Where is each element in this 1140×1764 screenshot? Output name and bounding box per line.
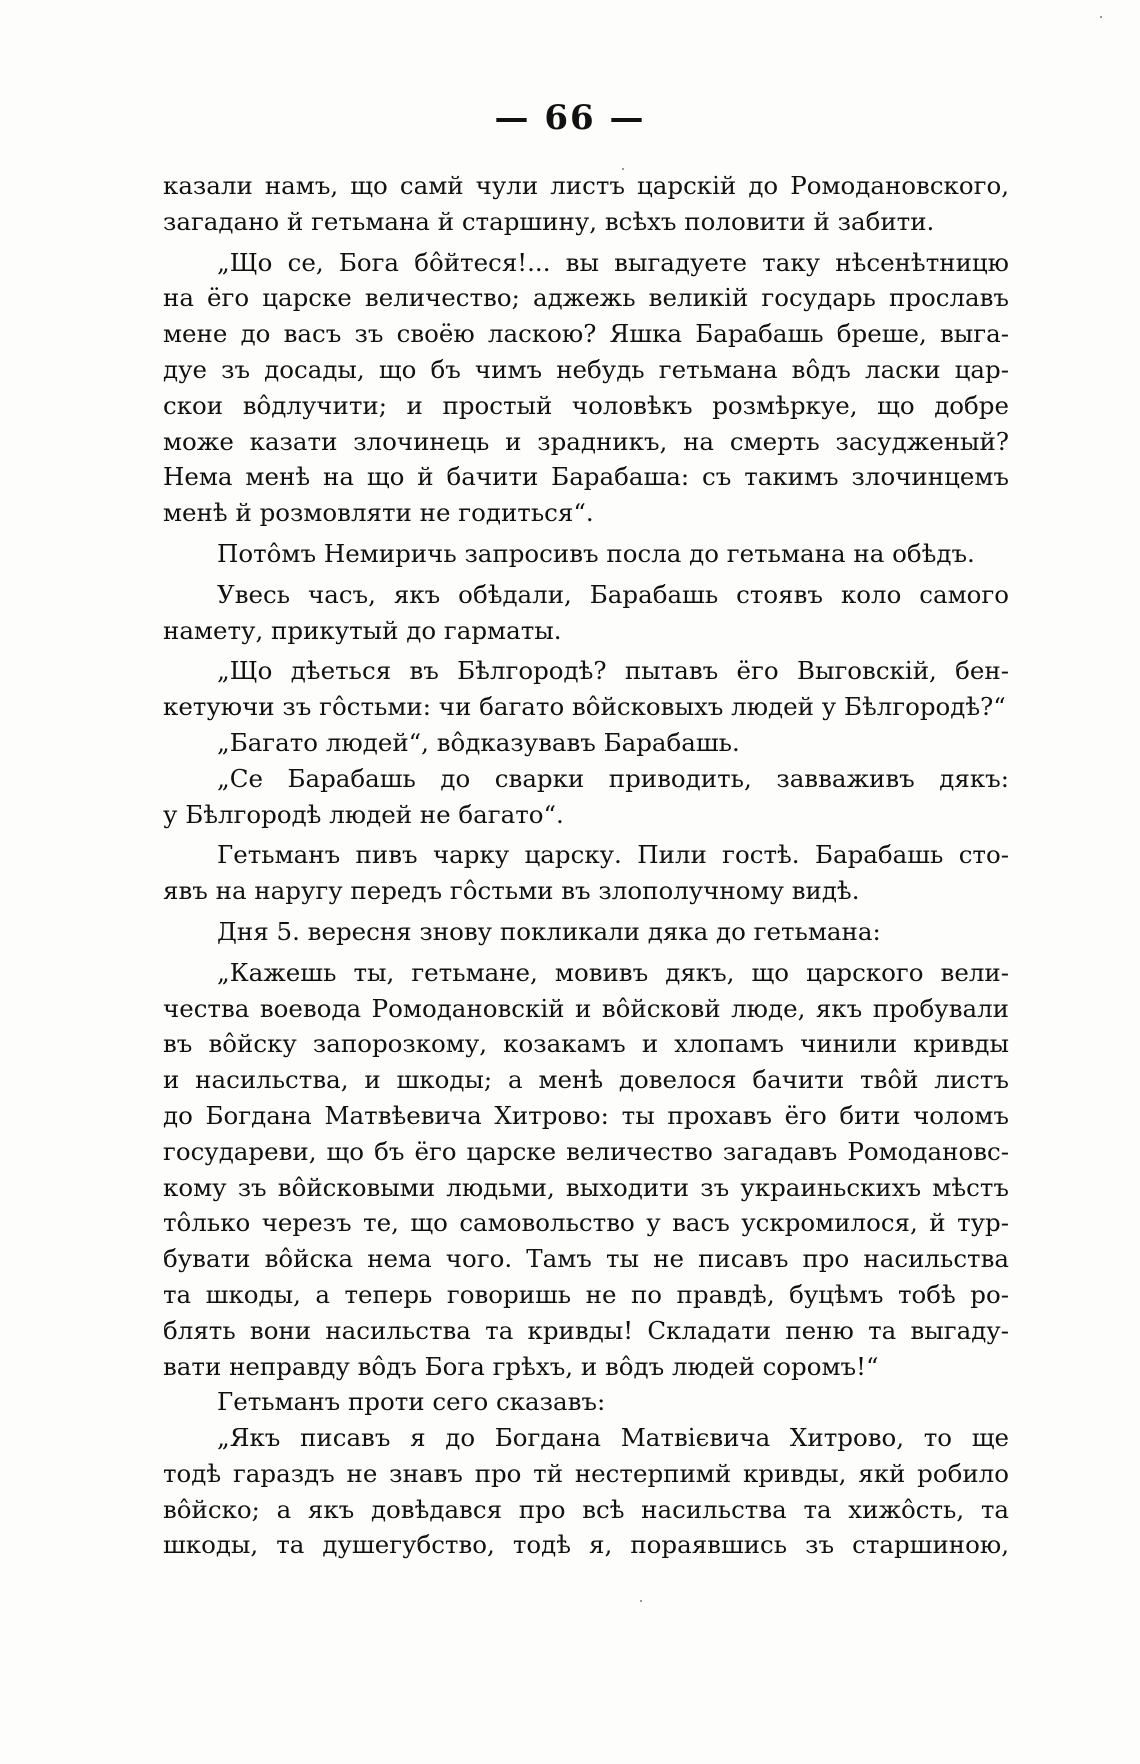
text-line: „Кажешь ты, гетьмане, мовивъ дякъ, що царского вели- <box>217 957 1009 987</box>
text-line: може казати злочинець и зрадникъ, на смерть засудженый? <box>163 426 1009 456</box>
scan-speck <box>622 168 624 170</box>
text-line: „Се Барабашь до сварки приводить, завваживъ дякъ: <box>217 763 1009 793</box>
text-line: чества воевода Ромодановскій и вôйсковй люде, якъ пробували <box>163 993 1009 1023</box>
text-line: кетуючи зъ гôстьми: чи багато вôйсковыхъ людей у Бѣлгородѣ?“ <box>163 692 1006 722</box>
text-line: блять вони насильства та кривды! Складати пеню та выгаду- <box>163 1315 1009 1345</box>
scan-speck <box>1100 16 1102 18</box>
page-number: — 66 — <box>494 98 646 138</box>
text-line: тôлько черезъ те, що самовольство у васъ ускромилося, й тур- <box>163 1208 1009 1238</box>
text-line: у Бѣлгородѣ людей не багато“. <box>163 799 564 829</box>
text-line: казали намъ, що самй чули листъ царскій до Ромодановского, <box>163 171 1009 200</box>
text-line: Гетьманъ проти сего сказавъ: <box>217 1387 606 1417</box>
text-line: явъ на наругу передъ гôстьми въ злополучному видѣ. <box>163 876 860 906</box>
text-line: „Що дѣеться въ Бѣлгородѣ? пытавъ ёго Выговскій, бен- <box>217 656 1009 686</box>
text-line: государеви, що бъ ёго царске величество загадавъ Ромодановс- <box>163 1136 1009 1166</box>
body-text <box>163 168 1009 1563</box>
text-line: Нема менѣ на що й бачити Барабаша: съ такимъ злочинцемъ <box>163 462 1009 492</box>
text-line: тодѣ гараздъ не знавъ про тй нестерпимй кривды, якй робило <box>163 1458 1009 1488</box>
scan-speck <box>640 1600 642 1602</box>
text-line: „Що се, Бога бôйтеся!... вы выгадуете таку нѣсенѣтницю <box>217 247 1009 277</box>
text-line: Дня 5. вересня знову покликали дяка до гетьмана: <box>217 916 881 946</box>
text-line: шкоды, та душегубство, тодѣ я, пораявшись зъ старшиною, <box>163 1530 1009 1560</box>
text-line: кому зъ вôйсковыми людьми, выходити зъ украиньскихъ мѣстъ <box>163 1172 1009 1202</box>
text-line: мене до васъ зъ своёю ласкою? Яшка Барабашь бреше, выга- <box>163 319 1009 349</box>
text-line: загадано й гетьмана й старшину, всѣхъ половити й забити. <box>163 206 935 236</box>
text-line: на ёго царске величество; аджежь великій государь прославъ <box>163 283 1009 313</box>
text-line: бувати вôйска нема чого. Тамъ ты не писавъ про насильства <box>163 1244 1009 1274</box>
text-line: менѣ й розмовляти не годиться“. <box>163 498 594 528</box>
text-line: въ вôйску запорозкому, козакамъ и хлопамъ чинили кривды <box>163 1029 1009 1059</box>
text-line: „Багато людей“, вôдказувавъ Барабашь. <box>217 727 740 757</box>
text-line: Потôмъ Немиричь запросивъ посла до гетьмана на обѣдъ. <box>217 538 975 568</box>
text-line: вати неправду вôдъ Бога грѣхъ, и вôдъ людей соромъ!“ <box>163 1351 879 1381</box>
text-line: до Богдана Матвѣевича Хитрово: ты прохавъ ёго бити чоломъ <box>163 1100 1009 1130</box>
text-line: вôйско; а якъ довѣдався про всѣ насильства та хижôсть, та <box>163 1494 1009 1524</box>
text-line: „Якъ писавъ я до Богдана Матвієвича Хитрово, то ще <box>217 1423 1009 1453</box>
text-line: дуе зъ досады, що бъ чимъ небудь гетьмана вôдъ ласки цар- <box>163 354 1009 384</box>
text-line: скои вôдлучити; и простый чоловѣкъ розмѣркуе, що добре <box>163 390 1009 420</box>
text-line: Увесь часъ, якъ обѣдали, Барабашь стоявъ коло самого <box>217 579 1009 609</box>
text-line: и насильства, и шкоды; а менѣ довелося бачити твôй листъ <box>163 1065 1009 1095</box>
text-line: та шкоды, а теперь говоришь не по правдѣ, буцѣмъ тобѣ ро- <box>163 1279 1009 1309</box>
text-line: Гетьманъ пивъ чарку царску. Пили гостѣ. Барабашь сто- <box>217 840 1009 870</box>
text-line: намету, прикутый до гарматы. <box>163 615 562 645</box>
